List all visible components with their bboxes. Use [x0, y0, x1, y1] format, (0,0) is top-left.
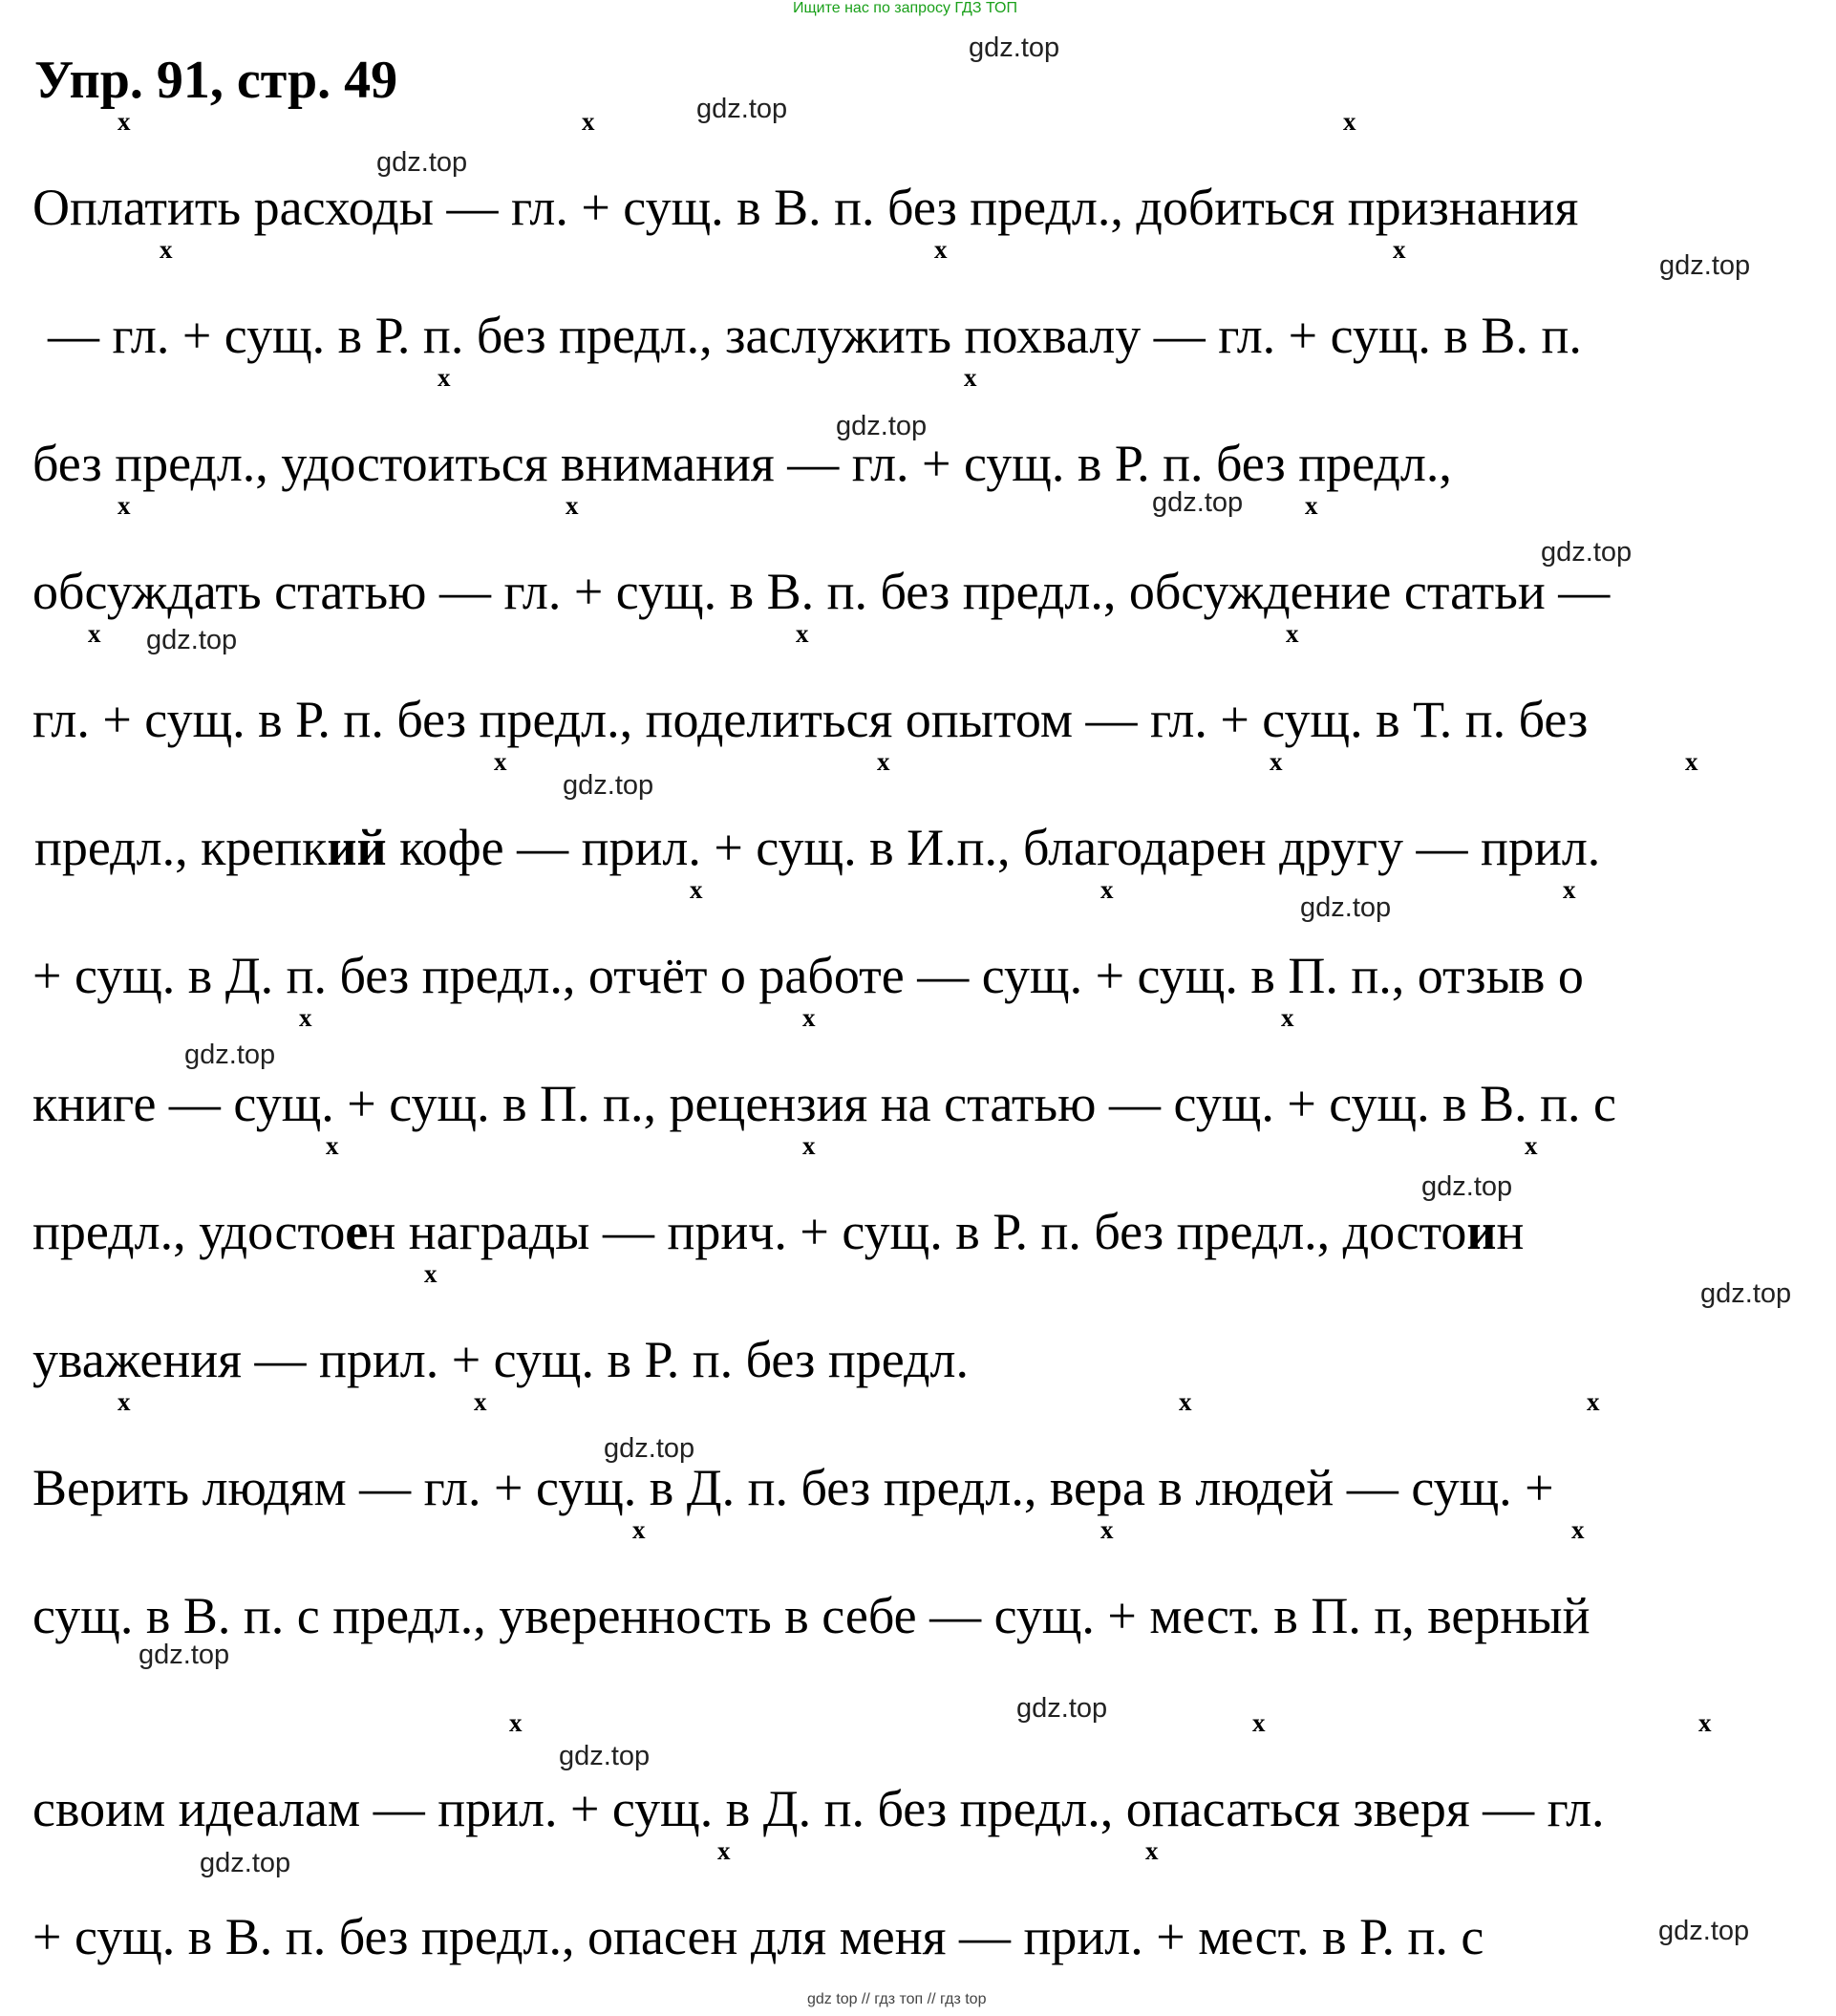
- watermark: gdz.top: [1421, 1171, 1513, 1202]
- text-line: [34, 819, 1601, 876]
- x-mark: x: [117, 491, 131, 520]
- x-mark: x: [1179, 1387, 1192, 1416]
- x-mark: x: [1281, 1003, 1294, 1032]
- watermark: gdz.top: [1658, 1916, 1750, 1946]
- x-mark: x: [424, 1259, 438, 1288]
- text-segment: предл., удосто: [32, 1203, 346, 1260]
- text-line: — гл. + сущ. в Р. п. без предл., заслужить похвалу — гл. + сущ. в В. п.: [48, 307, 1582, 364]
- watermark: gdz.top: [563, 770, 654, 801]
- text-line: без предл., удостоиться внимания — гл. + сущ. в Р. п. без предл.,: [32, 435, 1452, 492]
- text-line: гл. + сущ. в Р. п. без предл., поделиться опытом — гл. + сущ. в Т. п. без: [32, 691, 1589, 748]
- x-mark: x: [1563, 875, 1576, 904]
- text-segment: н: [1496, 1203, 1525, 1260]
- x-mark: x: [1270, 747, 1283, 776]
- text-line: [32, 1203, 1525, 1260]
- x-mark: x: [1343, 107, 1356, 136]
- watermark: gdz.top: [200, 1848, 291, 1878]
- x-mark: x: [509, 1708, 523, 1737]
- x-mark: x: [934, 235, 948, 264]
- x-mark: x: [1685, 747, 1698, 776]
- watermark: gdz.top: [1700, 1278, 1792, 1309]
- x-mark: x: [88, 619, 101, 648]
- x-mark: x: [582, 107, 595, 136]
- watermark: gdz.top: [836, 411, 928, 441]
- x-mark: x: [1698, 1708, 1712, 1737]
- x-mark: x: [1525, 1131, 1538, 1160]
- x-mark: x: [117, 1387, 131, 1416]
- x-mark: x: [1100, 875, 1114, 904]
- bold-letters: ий: [327, 819, 387, 876]
- watermark: gdz.top: [1659, 250, 1751, 281]
- text-segment: кофе — прил. + сущ. в И.п., благодарен другу — прил.: [386, 819, 1601, 876]
- watermark: gdz.top: [969, 32, 1060, 63]
- text-line: + сущ. в Д. п. без предл., отчёт о работе — сущ. + сущ. в П. п., отзыв о: [32, 947, 1584, 1004]
- text-line: Оплатить расходы — гл. + сущ. в В. п. без предл., добиться признания: [32, 179, 1579, 236]
- x-mark: x: [796, 619, 809, 648]
- x-mark: x: [1571, 1515, 1585, 1544]
- watermark: gdz.top: [146, 625, 238, 655]
- x-mark: x: [160, 235, 173, 264]
- bold-letters: е: [345, 1203, 369, 1260]
- x-mark: x: [1252, 1708, 1266, 1737]
- text-line: уважения — прил. + сущ. в Р. п. без предл.: [32, 1331, 969, 1388]
- x-mark: x: [566, 491, 579, 520]
- watermark: gdz.top: [376, 147, 468, 178]
- x-mark: x: [1286, 619, 1299, 648]
- bold-letters: и: [1466, 1203, 1497, 1260]
- x-mark: x: [632, 1515, 646, 1544]
- text-line: своим идеалам — прил. + сущ. в Д. п. без предл., опасаться зверя — гл.: [32, 1780, 1605, 1837]
- x-mark: x: [326, 1131, 339, 1160]
- top-banner: Ищите нас по запросу ГДЗ ТОП: [793, 0, 1017, 16]
- text-line: Верить людям — гл. + сущ. в Д. п. без предл., вера в людей — сущ. +: [32, 1459, 1554, 1516]
- x-mark: x: [964, 363, 977, 392]
- text-line: книге — сущ. + сущ. в П. п., рецензия на статью — сущ. + сущ. в В. п. с: [32, 1075, 1616, 1132]
- watermark: gdz.top: [139, 1640, 230, 1670]
- watermark: gdz.top: [604, 1433, 695, 1464]
- x-mark: x: [1100, 1515, 1114, 1544]
- watermark: gdz.top: [1541, 537, 1633, 568]
- x-mark: x: [802, 1131, 816, 1160]
- text-segment: н награды — прич. + сущ. в Р. п. без предл., досто: [368, 1203, 1467, 1260]
- x-mark: x: [690, 875, 703, 904]
- x-mark: x: [117, 107, 131, 136]
- x-mark: x: [474, 1387, 487, 1416]
- watermark: gdz.top: [1300, 892, 1392, 923]
- x-mark: x: [1587, 1387, 1600, 1416]
- watermark: gdz.top: [1016, 1693, 1108, 1724]
- text-line: сущ. в В. п. с предл., уверенность в себе — сущ. + мест. в П. п, верный: [32, 1587, 1590, 1644]
- watermark: gdz.top: [696, 94, 788, 124]
- text-line: + сущ. в В. п. без предл., опасен для меня — прил. + мест. в Р. п. с: [32, 1908, 1484, 1965]
- x-mark: x: [299, 1003, 312, 1032]
- x-mark: x: [802, 1003, 816, 1032]
- x-mark: x: [717, 1836, 731, 1865]
- watermark: gdz.top: [1152, 487, 1244, 518]
- x-mark: x: [1305, 491, 1318, 520]
- watermark: gdz.top: [184, 1040, 276, 1070]
- x-mark: x: [1393, 235, 1406, 264]
- x-mark: x: [438, 363, 451, 392]
- x-mark: x: [877, 747, 890, 776]
- x-mark: x: [494, 747, 507, 776]
- footer-links: gdz top // гдз топ // гдз top: [807, 1991, 987, 2007]
- text-segment: предл., крепк: [34, 819, 328, 876]
- watermark: gdz.top: [559, 1741, 651, 1771]
- text-line: обсуждать статью — гл. + сущ. в В. п. без предл., обсуждение статьи —: [32, 563, 1611, 620]
- x-mark: x: [1145, 1836, 1159, 1865]
- exercise-title: Упр. 91, стр. 49: [34, 51, 398, 110]
